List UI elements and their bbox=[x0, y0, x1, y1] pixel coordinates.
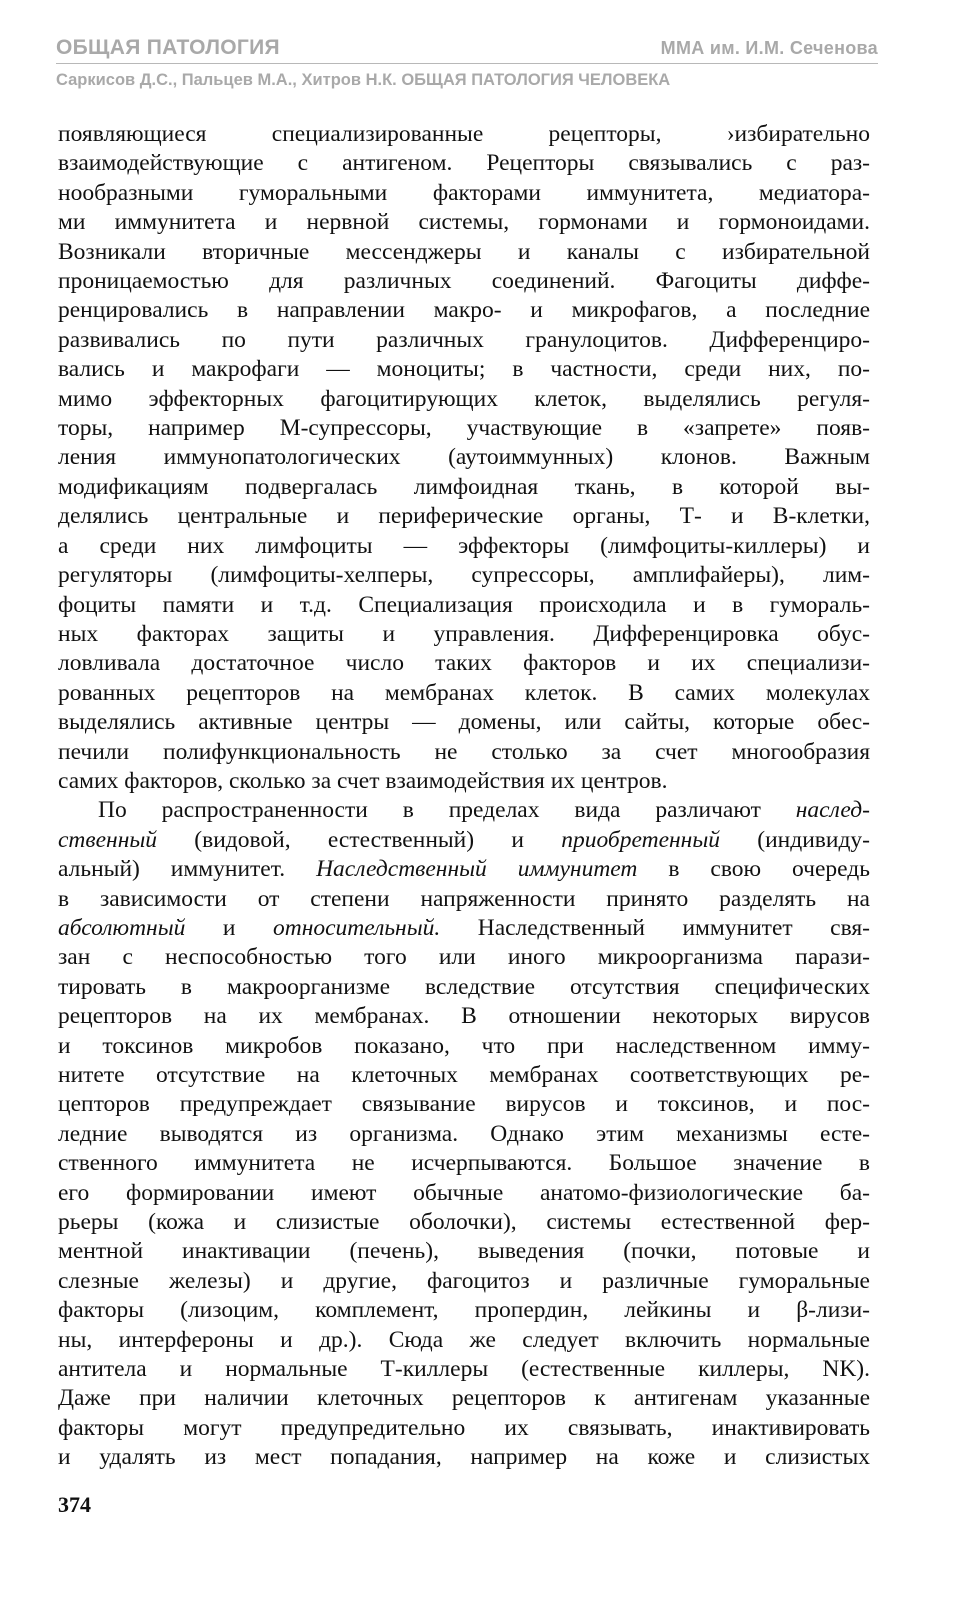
text-line: фоциты памяти и т.д. Специализация происходила и в гумораль- bbox=[58, 591, 870, 618]
text-line: ных факторах защиты и управления. Дифференцировка обус- bbox=[58, 620, 870, 647]
text-line: делялись центральные и периферические органы, Т- и В-клетки, bbox=[58, 503, 870, 530]
text-line: антитела и нормальные Т-киллеры (естественные киллеры, NK). bbox=[58, 1356, 870, 1383]
italic-term: ственный bbox=[58, 826, 158, 853]
text-line: ления иммунопатологических (аутоиммунных) клонов. Важным bbox=[58, 444, 870, 471]
text-line: ледние выводятся из организма. Однако этим механизмы есте- bbox=[58, 1120, 870, 1147]
text-line: слезные железы) и другие, фагоцитоз и различные гуморальные bbox=[58, 1267, 870, 1294]
text-line: нообразными гуморальными факторами иммунитета, медиатора- bbox=[58, 179, 870, 206]
page-number: 374 bbox=[58, 1492, 91, 1517]
text-line: ны, интерфероны и др.). Сюда же следует включить нормальные bbox=[58, 1326, 870, 1353]
paragraph-2 bbox=[58, 796, 870, 1472]
text-line bbox=[58, 914, 870, 943]
text-line: а среди них лимфоциты — эффекторы (лимфоциты-киллеры) и bbox=[58, 532, 870, 559]
text-line: в зависимости от степени напряженности принято разделять на bbox=[58, 885, 870, 912]
text-line: и токсинов микробов показано, что при наследственном имму- bbox=[58, 1032, 870, 1059]
text-line: регуляторы (лимфоциты-хелперы, супрессоры, амплифайеры), лим- bbox=[58, 562, 870, 589]
italic-term: приобретенный bbox=[561, 826, 720, 853]
text-line bbox=[58, 796, 870, 825]
italic-term: Наследственный иммунитет bbox=[316, 856, 638, 883]
text-line: ственного иммунитета не исчерпываются. Большое значение в bbox=[58, 1150, 870, 1177]
text-line: печили полифункциональность не столько за счет многообразия bbox=[58, 738, 870, 765]
text-line: появляющиеся специализированные рецепторы, ›избирательно bbox=[58, 121, 870, 147]
header-citation: Саркисов Д.С., Пальцев М.А., Хитров Н.К. ОБЩАЯ ПАТОЛОГИЯ ЧЕЛОВЕКА bbox=[56, 71, 671, 89]
text-line: ментной инактивации (печень), выведения (почки, потовые и bbox=[58, 1238, 870, 1265]
text-run: альный) иммунитет. bbox=[58, 856, 317, 883]
text-line: ренцировались в направлении макро- и микрофагов, а последние bbox=[58, 297, 870, 324]
text-line: факторы могут предупредительно их связывать, инактивировать bbox=[58, 1414, 870, 1441]
text-line: самих факторов, сколько за счет взаимодействия их центров. bbox=[58, 767, 668, 794]
text-line: проницаемостью для различных соединений. Фагоциты диффе- bbox=[58, 268, 870, 295]
text-line: мимо эффекторных фагоцитирующих клеток, выделялись регуля- bbox=[58, 385, 870, 412]
paragraph-1 bbox=[58, 120, 870, 796]
text-line: его формировании имеют обычные анатомо-физиологические ба- bbox=[58, 1179, 870, 1206]
text-line: вались и макрофаги — моноциты; в частности, среди них, по- bbox=[58, 356, 870, 383]
text-run: (видовой, естественный) и bbox=[157, 826, 562, 853]
italic-term: относительный. bbox=[272, 914, 441, 941]
text-line bbox=[58, 855, 870, 884]
text-line: модификациям подвергалась лимфоидная ткань, в которой вы- bbox=[58, 473, 870, 500]
text-line: Даже при наличии клеточных рецепторов к антигенам указанные bbox=[58, 1385, 870, 1412]
header-section-title: ОБЩАЯ ПАТОЛОГИЯ bbox=[56, 36, 280, 59]
text-line: ми иммунитета и нервной системы, гормонами и гормоноидами. bbox=[58, 209, 870, 236]
text-line: ловливала достаточное число таких факторов и их специализи- bbox=[58, 650, 870, 677]
page-body bbox=[58, 120, 870, 1473]
text-line: цепторов предупреждает связывание вирусов и токсинов, и пос- bbox=[58, 1091, 870, 1118]
text-line: взаимодействующие с антигеном. Рецепторы связывались с раз- bbox=[58, 150, 870, 177]
text-line: зан с неспособностью того или иного микроорганизма парази- bbox=[58, 944, 870, 971]
text-run: (индивиду- bbox=[720, 826, 870, 853]
text-line bbox=[58, 826, 870, 855]
text-line: выделялись активные центры — домены, или сайты, которые обес- bbox=[58, 709, 870, 736]
header-divider bbox=[56, 63, 878, 64]
text-line: рованных рецепторов на мембранах клеток. В самих молекулах bbox=[58, 679, 870, 706]
text-run: Наследственный иммунитет свя- bbox=[440, 914, 871, 941]
text-line: рецепторов на их мембранах. В отношении некоторых вирусов bbox=[58, 1003, 870, 1030]
text-line: торы, например М-супрессоры, участвующие в «запрете» появ- bbox=[58, 415, 870, 442]
italic-term: наслед- bbox=[795, 797, 870, 824]
text-line: Возникали вторичные мессенджеры и каналы с избирательной bbox=[58, 238, 870, 265]
text-line: тировать в макроорганизме вследствие отсутствия специфических bbox=[58, 973, 870, 1000]
header-top-row bbox=[56, 36, 878, 60]
text-run: По распространенности в пределах вида различают bbox=[98, 797, 796, 824]
text-line: развивались по пути различных гранулоцитов. Дифференциро- bbox=[58, 326, 870, 353]
italic-term: абсолютный bbox=[58, 914, 186, 941]
page-header bbox=[56, 36, 878, 90]
text-line: и удалять из мест попадания, например на коже и слизистых bbox=[58, 1444, 870, 1471]
text-line: нитете отсутствие на клеточных мембранах соответствующих ре- bbox=[58, 1062, 870, 1088]
header-institution: ММА им. И.М. Сеченова bbox=[660, 38, 878, 58]
text-run: и bbox=[185, 914, 273, 941]
text-run: в свою очередь bbox=[637, 856, 870, 883]
text-line: рьеры (кожа и слизистые оболочки), системы естественной фер- bbox=[58, 1209, 870, 1236]
text-line: факторы (лизоцим, комплемент, пропердин, лейкины и β-лизи- bbox=[58, 1297, 870, 1324]
